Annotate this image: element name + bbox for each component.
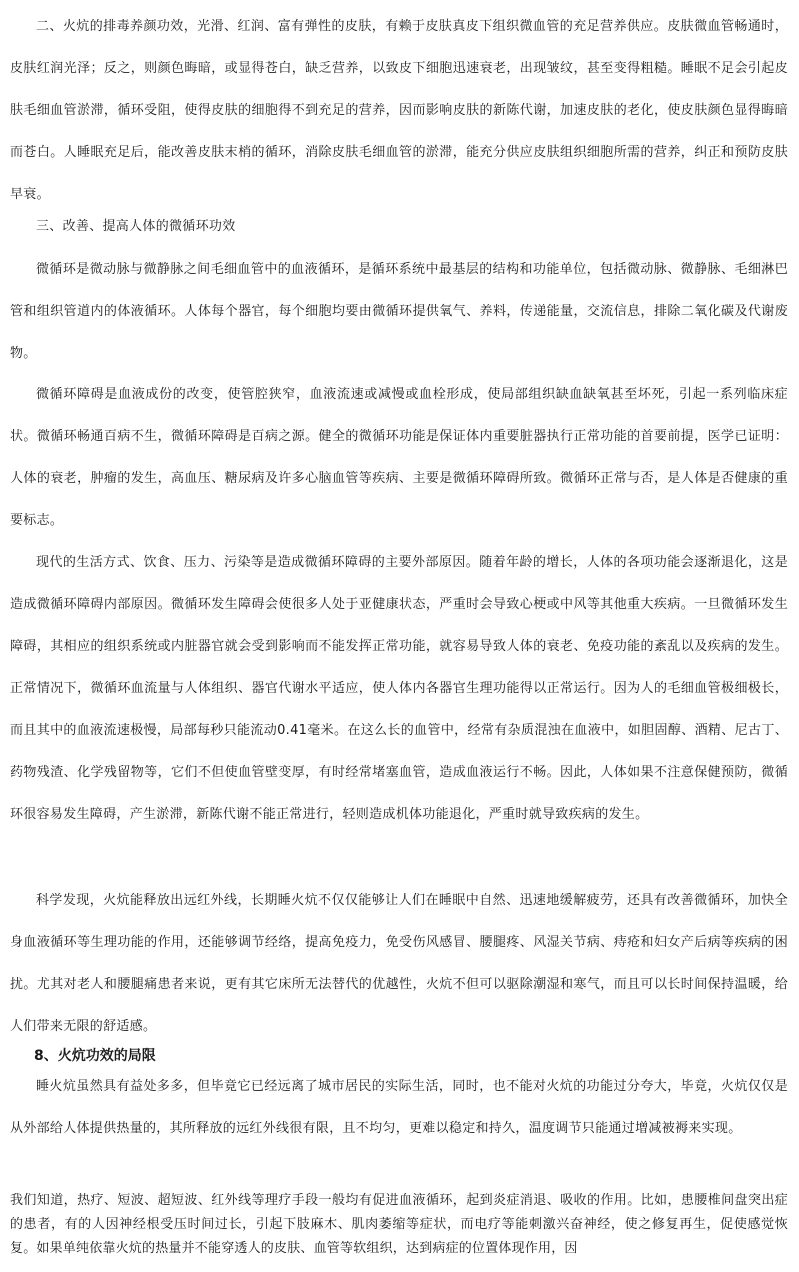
- paragraph-limitations: 睡火炕虽然具有益处多多，但毕竟它已经远离了城市居民的实际生活，同时，也不能对火炕的功能过分夸大，毕竟，火炕仅仅是从外部给人体提供热量的，其所释放的远红外线很有限，且不均匀，更难以稳定和持久，温度调节只能通过增减被褥来实现。: [10, 1079, 788, 1136]
- paragraph-microcirculation-definition: 微循环是微动脉与微静脉之间毛细血管中的血液循环，是循环系统中最基层的结构和功能单位，包括微动脉、微静脉、毛细淋巴管和组织管道内的体液循环。人体每个器官，每个细胞均要由微循环提供氧气、养料，传递能量，交流信息，排除二氧化碳及代谢废物。: [10, 262, 788, 361]
- paragraph-physiotherapy: 我们知道，热疗、短波、超短波、红外线等理疗手段一般均有促进血液循环，起到炎症消退、吸收的作用。比如，患腰椎间盘突出症的患者，有的人因神经根受压时间过长，引起下肢麻木、肌肉萎缩等症状，而电疗等能刺激兴奋神经，使之修复再生，促使感觉恢复。如果单纯依靠火炕的热量并不能穿透人的皮肤、血管等软组织，达到病症的位置体现作用，因: [10, 1193, 788, 1256]
- paragraph-microcirculation-disorder: 微循环障碍是血液成份的改变，使管腔狭窄，血液流速或减慢或血栓形成，使局部组织缺血缺氧甚至坏死，引起一系列临床症状。微循环畅通百病不生，微循环障碍是百病之源。健全的微循环功能是保证体内重要脏器执行正常功能的首要前提，医学已证明：人体的衰老，肿瘤的发生，高血压、糖尿病及许多心脑血管等疾病、主要是微循环障碍所致。微循环正常与否，是人体是否健康的重要标志。: [10, 387, 788, 528]
- section-heading-limitations: 8、火炕功效的局限: [34, 1048, 156, 1064]
- section-heading-microcirculation: 三、改善、提高人体的微循环功效: [36, 219, 236, 234]
- paragraph-skin-detox: 二、火炕的排毒养颜功效，光滑、红润、富有弹性的皮肤，有赖于皮肤真皮下组织微血管的充足营养供应。皮肤微血管畅通时，皮肤红润光泽；反之，则颜色晦暗，或显得苍白，缺乏营养，以致皮下细胞迅速衰老，出现皱纹，甚至变得粗糙。睡眠不足会引起皮肤毛细血管淤滞，循环受阻，使得皮肤的细胞得不到充足的营养，因而影响皮肤的新陈代谢，加速皮肤的老化，使皮肤颜色显得晦暗而苍白。人睡眠充足后，能改善皮肤末梢的循环，消除皮肤毛细血管的淤滞，能充分供应皮肤组织细胞所需的营养，纠正和预防皮肤早衰。: [10, 19, 788, 202]
- paragraph-causes: 现代的生活方式、饮食、压力、污染等是造成微循环障碍的主要外部原因。随着年龄的增长，人体的各项功能会逐渐退化，这是造成微循环障碍内部原因。微循环发生障碍会使很多人处于亚健康状态，严重时会导致心梗或中风等其他重大疾病。一旦微循环发生障碍，其相应的组织系统或内脏器官就会受到影响而不能发挥正常功能，就容易导致人体的衰老、免疫功能的紊乱以及疾病的发生。正常情况下，微循环血流量与人体组织、器官代谢水平适应，使人体内各器官生理功能得以正常运行。因为人的毛细血管极细极长，而且其中的血液流速极慢，局部每秒只能流动0.41毫米。在这么长的血管中，经常有杂质混浊在血液中，如胆固醇、酒精、尼古丁、药物残渣、化学残留物等，它们不但使血管壁变厚，有时经常堵塞血管，造成血液运行不畅。因此，人体如果不注意保健预防，微循环很容易发生障碍，产生淤滞，新陈代谢不能正常进行，轻则造成机体功能退化，严重时就导致疾病的发生。: [10, 555, 788, 822]
- paragraph-far-infrared: 科学发现，火炕能释放出远红外线，长期睡火炕不仅仅能够让人们在睡眠中自然、迅速地缓解疲劳，还具有改善微循环，加快全身血液循环等生理功能的作用，还能够调节经络，提高免疫力，免受伤风感冒、腰腿疼、风湿关节病、痔疮和妇女产后病等疾病的困扰。尤其对老人和腰腿痛患者来说，更有其它床所无法替代的优越性，火炕不但可以驱除潮湿和寒气，而且可以长时间保持温暖，给人们带来无限的舒适感。: [10, 893, 788, 1034]
